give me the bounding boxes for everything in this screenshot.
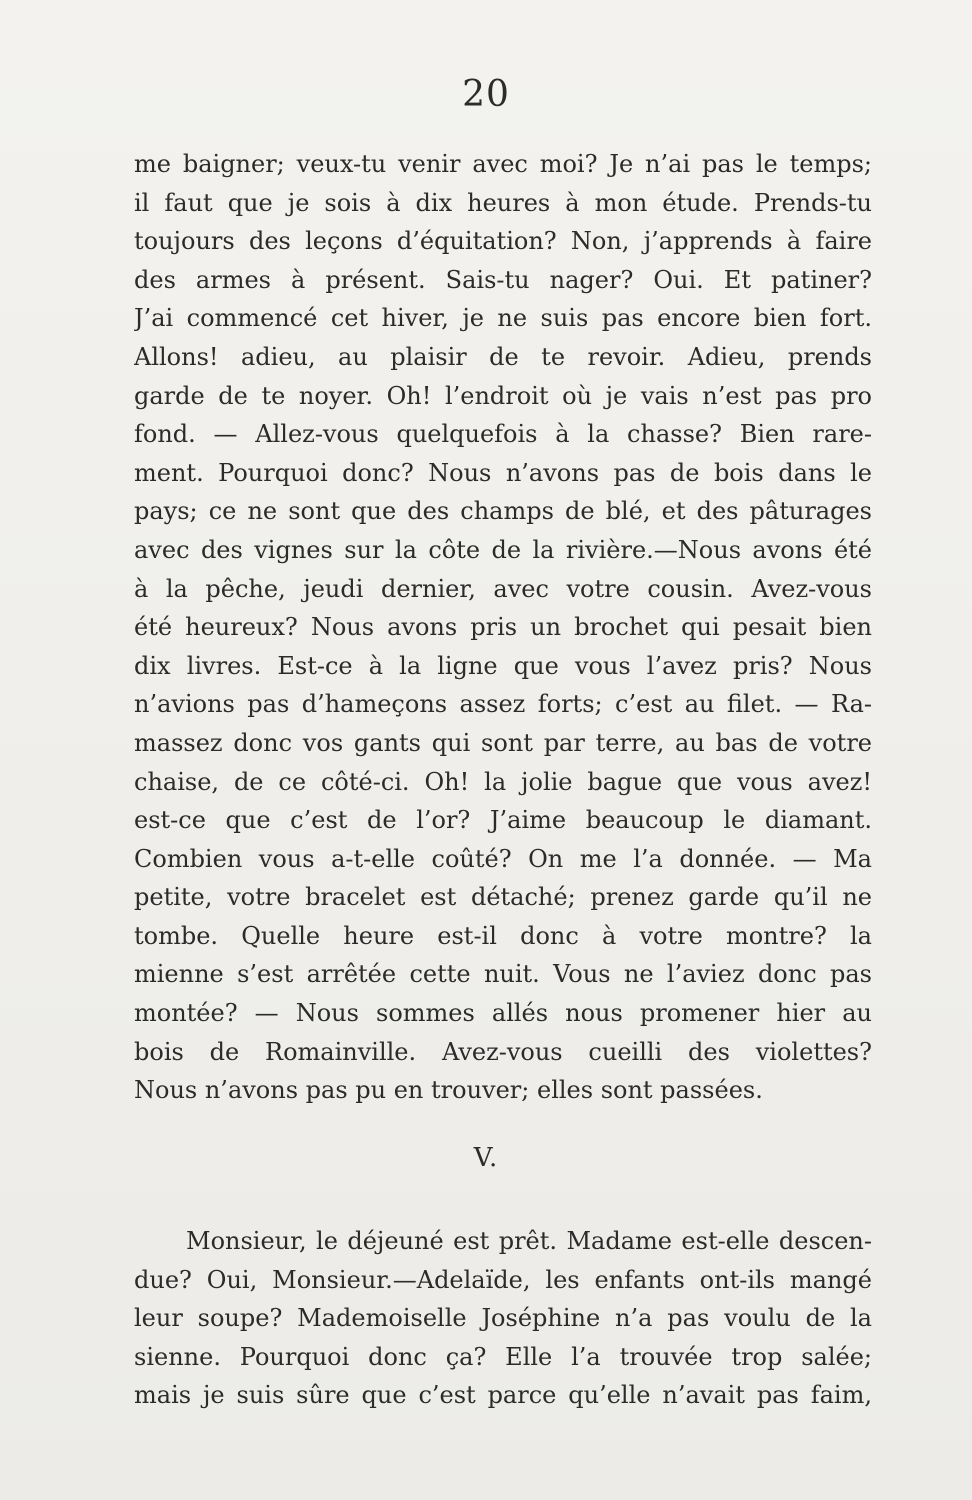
text-line: J’ai commencé cet hiver, je ne suis pas encore bien fort.: [134, 304, 872, 333]
text-line: ment. Pourquoi donc? Nous n’avons pas de bois dans le: [134, 458, 872, 487]
text-line: il faut que je sois à dix heures à mon étude. Prends-tu: [134, 188, 872, 217]
text-line: montée? — Nous sommes allés nous promener hier au: [134, 999, 872, 1028]
text-line: chaise, de ce côté-ci. Oh! la jolie bague que vous avez!: [134, 767, 872, 796]
text-line: petite, votre bracelet est détaché; prenez garde qu’il ne: [134, 883, 872, 912]
text-line: Nous n’avons pas pu en trouver; elles sont passées.: [134, 1076, 763, 1105]
text-line: tombe. Quelle heure est-il donc à votre montre? la: [134, 921, 872, 950]
text-line: des armes à présent. Sais-tu nager? Oui. Et patiner?: [134, 265, 872, 294]
text-line: bois de Romainville. Avez-vous cueilli des violettes?: [134, 1037, 872, 1066]
text-line: fond. — Allez-vous quelquefois à la chasse? Bien rare-: [134, 420, 872, 449]
paragraph-dialogue: [134, 145, 872, 1110]
text-line: leur soupe? Mademoiselle Joséphine n’a pas voulu de la: [134, 1304, 872, 1333]
text-line: pays; ce ne sont que des champs de blé, et des pâturages: [134, 497, 872, 526]
text-line: n’avions pas d’hameçons assez forts; c’est au filet. — Ra-: [134, 690, 872, 719]
section-heading: V.: [473, 1143, 499, 1173]
text-line: été heureux? Nous avons pris un brochet qui pesait bien: [134, 613, 872, 642]
text-line: due? Oui, Monsieur.—Adelaïde, les enfants ont-ils mangé: [134, 1265, 872, 1294]
text-line: Allons! adieu, au plaisir de te revoir. Adieu, prends: [134, 342, 872, 371]
text-line: Monsieur, le déjeuné est prêt. Madame est-elle descen-: [186, 1227, 872, 1255]
text-line: massez donc vos gants qui sont par terre, au bas de votre: [134, 728, 872, 757]
text-line: garde de te noyer. Oh! l’endroit où je vais n’est pas pro: [134, 381, 872, 410]
page-number: 20: [462, 74, 510, 115]
paragraph-breakfast: [134, 1222, 872, 1415]
text-line: Combien vous a-t-elle coûté? On me l’a donnée. — Ma: [134, 844, 872, 873]
text-line: me baigner; veux-tu venir avec moi? Je n’ai pas le temps;: [134, 150, 872, 178]
text-line: toujours des leçons d’équitation? Non, j’apprends à faire: [134, 227, 872, 256]
text-line: dix livres. Est-ce à la ligne que vous l’avez pris? Nous: [134, 651, 872, 680]
text-line: sienne. Pourquoi donc ça? Elle l’a trouvée trop salée;: [134, 1342, 872, 1371]
text-line: avec des vignes sur la côte de la rivière.—Nous avons été: [134, 535, 872, 564]
text-line: est-ce que c’est de l’or? J’aime beaucoup le diamant.: [134, 806, 872, 835]
text-line: mienne s’est arrêtée cette nuit. Vous ne l’aviez donc pas: [134, 960, 872, 989]
text-line: mais je suis sûre que c’est parce qu’elle n’avait pas faim,: [134, 1381, 872, 1410]
text-line: à la pêche, jeudi dernier, avec votre cousin. Avez-vous: [134, 574, 872, 603]
